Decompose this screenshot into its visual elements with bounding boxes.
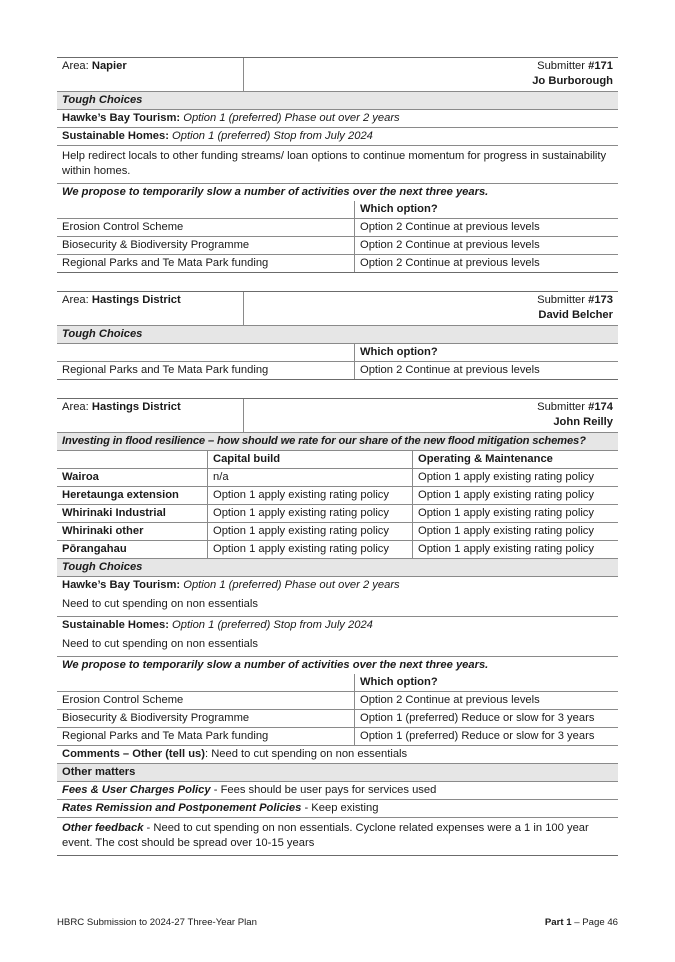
slow-heading: We propose to temporarily slow a number of activities over the next three years. xyxy=(62,659,489,671)
area-value: Napier xyxy=(91,60,127,72)
om-value: Option 1 apply existing rating policy xyxy=(412,523,618,540)
capital-build-heading: Capital build xyxy=(207,451,412,468)
submission-header xyxy=(57,399,618,433)
area-cell xyxy=(57,58,243,91)
slow-heading-row xyxy=(57,184,618,201)
section-heading xyxy=(57,92,618,110)
which-option-heading: Which option? xyxy=(354,674,618,691)
flood-heading-row xyxy=(57,433,618,451)
activity-row xyxy=(57,237,618,255)
area-value: Hastings District xyxy=(91,294,181,306)
sh-comment-row xyxy=(57,634,618,657)
document-page xyxy=(57,57,618,874)
submitter-name: Jo Burborough xyxy=(532,75,613,87)
sh-row xyxy=(57,128,618,146)
activity-row xyxy=(57,362,618,379)
activity-name: Erosion Control Scheme xyxy=(62,694,184,706)
sh-comment: Help redirect locals to other funding streams/ loan options to continue momentum for progress in sustainability within homes. xyxy=(62,150,607,177)
flood-row xyxy=(57,505,618,523)
om-value: Option 1 apply existing rating policy xyxy=(412,505,618,522)
submitter-label: Submitter xyxy=(537,401,589,413)
submission-174 xyxy=(57,398,618,856)
feedback-row xyxy=(57,818,618,855)
which-option-heading: Which option? xyxy=(354,344,618,361)
sh-label: Sustainable Homes: xyxy=(62,130,169,142)
fees-label: Fees & User Charges Policy xyxy=(62,784,211,796)
capital-value: Option 1 apply existing rating policy xyxy=(207,505,412,522)
submitter-number: #171 xyxy=(588,60,613,72)
tough-choices-heading: Tough Choices xyxy=(62,94,143,106)
comments-row xyxy=(57,746,618,764)
hbt-label: Hawke’s Bay Tourism: xyxy=(62,112,181,124)
flood-row xyxy=(57,541,618,559)
activity-row xyxy=(57,692,618,710)
submitter-cell xyxy=(243,399,618,432)
page-footer xyxy=(57,917,618,928)
activity-option: Option 1 (preferred) Reduce or slow for 3 years xyxy=(354,710,618,727)
activity-row xyxy=(57,219,618,237)
sh-comment: Need to cut spending on non essentials xyxy=(62,638,258,650)
submission-header xyxy=(57,292,618,326)
area-label: Area: xyxy=(62,60,92,72)
capital-value: Option 1 apply existing rating policy xyxy=(207,487,412,504)
comments-label: Comments – Other (tell us) xyxy=(62,748,205,760)
submitter-label: Submitter xyxy=(537,294,589,306)
om-value: Option 1 apply existing rating policy xyxy=(412,541,618,558)
flood-row xyxy=(57,469,618,487)
fees-row xyxy=(57,782,618,800)
rates-row xyxy=(57,800,618,818)
scheme-name: Pōrangahau xyxy=(62,543,127,555)
section-heading xyxy=(57,326,618,344)
activity-row xyxy=(57,728,618,746)
footer-page: – Page 46 xyxy=(571,917,618,928)
feedback-label: Other feedback xyxy=(62,822,144,834)
submitter-number: #173 xyxy=(588,294,613,306)
activity-option: Option 2 Continue at previous levels xyxy=(354,255,618,272)
om-heading: Operating & Maintenance xyxy=(412,451,618,468)
rates-value: - Keep existing xyxy=(301,802,379,814)
rates-label: Rates Remission and Postponement Policies xyxy=(62,802,302,814)
tough-choices-heading: Tough Choices xyxy=(62,328,143,340)
hbt-row xyxy=(57,577,618,594)
activity-name: Erosion Control Scheme xyxy=(62,221,184,233)
activity-name: Regional Parks and Te Mata Park funding xyxy=(62,730,269,742)
hbt-value: Option 1 (preferred) Phase out over 2 years xyxy=(180,579,400,591)
section-heading xyxy=(57,559,618,577)
page-number xyxy=(545,917,618,928)
comments-value: : Need to cut spending on non essentials xyxy=(204,748,408,760)
area-cell xyxy=(57,292,243,325)
slow-heading-row xyxy=(57,657,618,674)
submission-header xyxy=(57,58,618,92)
capital-value: n/a xyxy=(207,469,412,486)
which-option-heading: Which option? xyxy=(354,201,618,218)
capital-value: Option 1 apply existing rating policy xyxy=(207,541,412,558)
hbt-label: Hawke’s Bay Tourism: xyxy=(62,579,181,591)
activity-row xyxy=(57,255,618,272)
activity-option: Option 2 Continue at previous levels xyxy=(354,362,618,379)
area-label: Area: xyxy=(62,401,92,413)
activity-option: Option 2 Continue at previous levels xyxy=(354,237,618,254)
hbt-value: Option 1 (preferred) Phase out over 2 years xyxy=(180,112,400,124)
sh-value: Option 1 (preferred) Stop from July 2024 xyxy=(168,619,373,631)
scheme-name: Wairoa xyxy=(62,471,99,483)
submitter-name: David Belcher xyxy=(538,309,613,321)
sh-comment-row xyxy=(57,146,618,184)
activity-option: Option 2 Continue at previous levels xyxy=(354,219,618,236)
flood-row xyxy=(57,487,618,505)
activity-name: Regional Parks and Te Mata Park funding xyxy=(62,257,269,269)
activity-name: Regional Parks and Te Mata Park funding xyxy=(62,364,269,376)
submitter-cell xyxy=(243,292,618,325)
submitter-cell xyxy=(243,58,618,91)
scheme-name: Whirinaki Industrial xyxy=(62,507,166,519)
activity-option: Option 1 (preferred) Reduce or slow for 3 years xyxy=(354,728,618,745)
flood-heading: Investing in flood resilience – how should we rate for our share of the new flood mitigation schemes? xyxy=(62,435,586,447)
om-value: Option 1 apply existing rating policy xyxy=(412,487,618,504)
other-matters-heading: Other matters xyxy=(62,766,136,778)
submission-171 xyxy=(57,57,618,273)
hbt-row xyxy=(57,110,618,128)
submitter-name: John Reilly xyxy=(553,416,613,428)
tough-choices-heading: Tough Choices xyxy=(62,561,143,573)
sh-label: Sustainable Homes: xyxy=(62,619,169,631)
om-value: Option 1 apply existing rating policy xyxy=(412,469,618,486)
activity-row xyxy=(57,710,618,728)
sh-value: Option 1 (preferred) Stop from July 2024 xyxy=(168,130,373,142)
which-option-row xyxy=(57,674,618,692)
feedback-value: - Need to cut spending on non essentials. Cyclone related expenses were a 1 in 100 year event. The cost should be spread over 10-15 years xyxy=(62,822,589,849)
submitter-number: #174 xyxy=(588,401,613,413)
scheme-name: Heretaunga extension xyxy=(62,489,179,501)
hbt-comment-row xyxy=(57,594,618,617)
scheme-name: Whirinaki other xyxy=(62,525,144,537)
activity-option: Option 2 Continue at previous levels xyxy=(354,692,618,709)
flood-columns-row xyxy=(57,451,618,469)
footer-part: Part 1 xyxy=(544,917,572,928)
other-matters-row xyxy=(57,764,618,782)
slow-heading: We propose to temporarily slow a number of activities over the next three years. xyxy=(62,186,489,198)
area-cell xyxy=(57,399,243,432)
which-option-row xyxy=(57,201,618,219)
flood-row xyxy=(57,523,618,541)
sh-row xyxy=(57,617,618,634)
footer-title: HBRC Submission to 2024-27 Three-Year Plan xyxy=(57,917,257,928)
capital-value: Option 1 apply existing rating policy xyxy=(207,523,412,540)
fees-value: - Fees should be user pays for services used xyxy=(210,784,437,796)
submitter-label: Submitter xyxy=(537,60,589,72)
activity-name: Biosecurity & Biodiversity Programme xyxy=(62,239,250,251)
area-value: Hastings District xyxy=(91,401,181,413)
hbt-comment: Need to cut spending on non essentials xyxy=(62,598,258,610)
activity-name: Biosecurity & Biodiversity Programme xyxy=(62,712,250,724)
submission-173 xyxy=(57,291,618,380)
which-option-row xyxy=(57,344,618,362)
area-label: Area: xyxy=(62,294,92,306)
